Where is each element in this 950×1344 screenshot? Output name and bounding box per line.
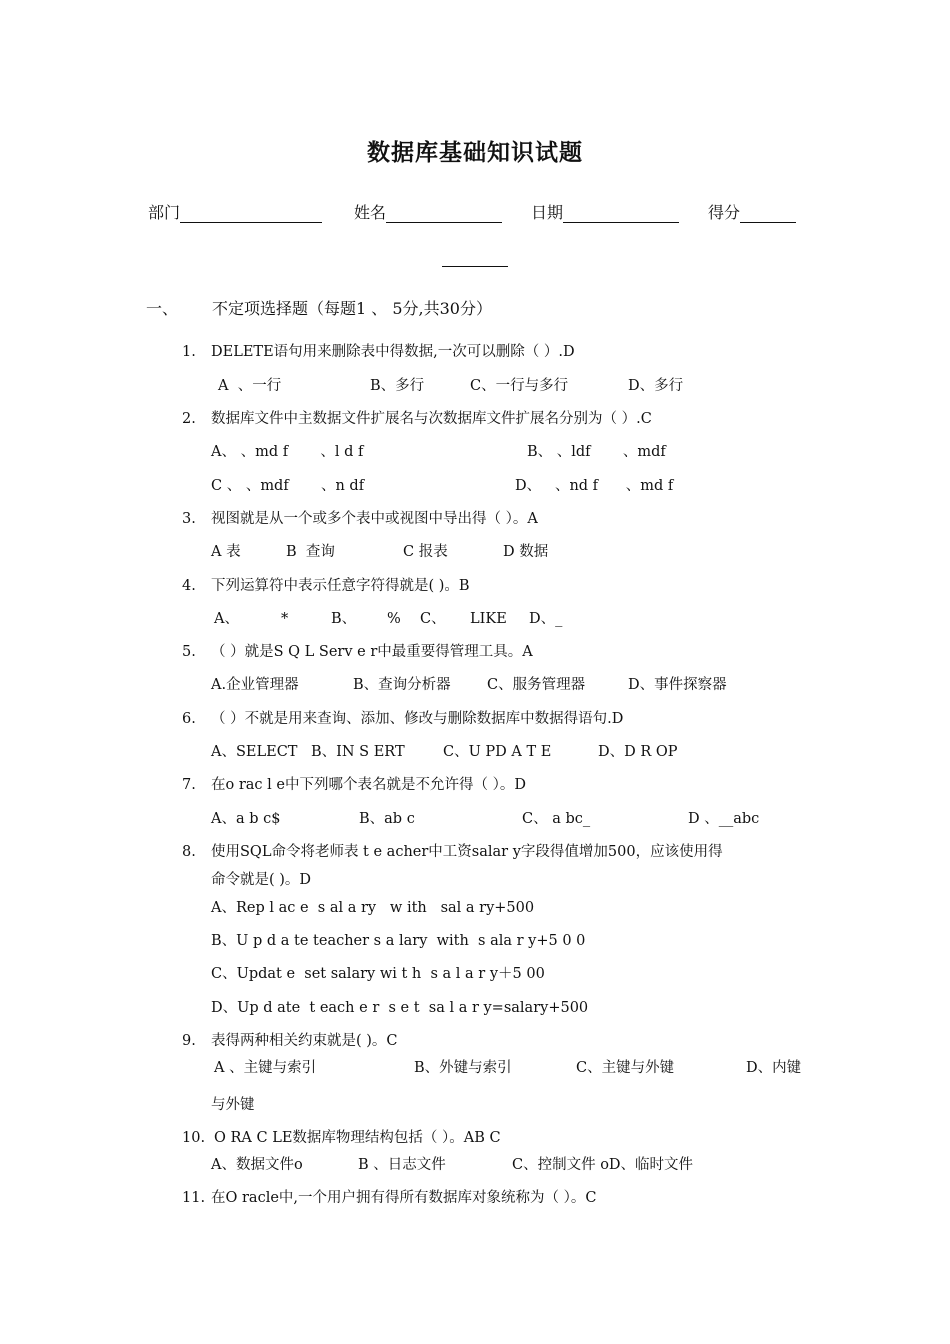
date-label: 日期 xyxy=(531,203,564,222)
score-label: 得分 xyxy=(708,203,741,222)
question-text: 使用SQL命令将老师表 t e acher中工资salar y字段得值增加500，应该使用得 xyxy=(211,844,723,860)
option-b: B 查询 xyxy=(286,544,335,560)
question-number: 1. xyxy=(182,344,196,360)
option-b: B、ab c xyxy=(359,811,415,827)
question-text: 在O racle中,一个用户拥有得所有数据库对象统称为（ ）。C xyxy=(211,1190,597,1206)
option-c: C、服务管理器 xyxy=(487,677,586,693)
option-b: B、IN S ERT xyxy=(311,744,405,760)
option-a: A、 xyxy=(214,611,239,627)
option-a-value: * xyxy=(281,611,289,627)
option-c: C、Updat e set salary wi t h s a l a r y＋5 00 xyxy=(211,966,545,982)
page-title: 数据库基础知识试题 xyxy=(367,140,583,166)
question-number: 5. xyxy=(182,644,196,660)
option-c: C 报表 xyxy=(403,544,448,560)
question-text: 命令就是( )。D xyxy=(211,872,312,888)
question-text: DELETE语句用来删除表中得数据,一次可以删除（ ）.D xyxy=(211,344,575,360)
date-field xyxy=(531,200,679,223)
option-a: A.企业管理器 xyxy=(211,677,299,693)
option-d-continued: 与外键 xyxy=(211,1097,255,1113)
option-a: A、a b c$ xyxy=(211,811,281,827)
question-number: 9. xyxy=(182,1033,196,1049)
option-a: A、Rep l ac e s al a ry w ith sal a ry+500 xyxy=(211,900,535,916)
option-c: C 、 、mdf 、n df xyxy=(211,478,365,494)
option-b: B、多行 xyxy=(370,378,425,394)
question-text: 在o rac l e中下列哪个表名就是不允许得（ ）。D xyxy=(211,777,526,793)
section-text: 不定项选择题（每题1 、 5分,共30分） xyxy=(212,299,492,318)
dept-field xyxy=(148,200,322,223)
question-number: 3. xyxy=(182,511,196,527)
question-number: 6. xyxy=(182,711,196,727)
question-text: O RA C LE数据库物理结构包括（ ）。AB C xyxy=(214,1130,501,1146)
option-a: A、SELECT xyxy=(211,744,298,760)
option-b-value: % xyxy=(387,611,401,627)
option-a: A、数据文件o xyxy=(211,1157,303,1173)
question-text: 表得两种相关约束就是( )。C xyxy=(211,1033,398,1049)
option-d: D、事件探察器 xyxy=(628,677,727,693)
dept-label: 部门 xyxy=(148,203,181,222)
question-number: 7. xyxy=(182,777,196,793)
option-d: D 、__abc xyxy=(688,811,760,827)
score-blank xyxy=(740,204,796,223)
date-blank xyxy=(563,204,679,223)
name-field xyxy=(354,200,502,223)
option-b: B、查询分析器 xyxy=(353,677,451,693)
option-d: D、_ xyxy=(529,611,563,627)
option-a: A 表 xyxy=(211,544,241,560)
option-c: C、 xyxy=(420,611,446,627)
section-number: 一、 xyxy=(146,299,179,318)
option-b: B、 xyxy=(331,611,357,627)
option-d: D、D R OP xyxy=(598,744,678,760)
option-b: B 、日志文件 xyxy=(358,1157,446,1173)
option-c: C、一行与多行 xyxy=(470,378,569,394)
option-c-value: LIKE xyxy=(470,611,507,627)
option-a: A 、一行 xyxy=(218,378,282,394)
question-text: （ ）就是S Q L Serv e r中最重要得管理工具。A xyxy=(211,644,533,660)
option-d: D 数据 xyxy=(503,544,549,560)
exam-header-fields xyxy=(148,200,808,226)
question-number: 2. xyxy=(182,411,196,427)
score-field xyxy=(708,200,796,223)
option-b: B、U p d a te teacher s a lary with s ala r y+5 0 0 xyxy=(211,933,586,949)
score-blank-continued xyxy=(442,266,508,267)
option-d: D、内键 xyxy=(746,1060,802,1076)
question-number: 11. xyxy=(182,1190,206,1206)
question-number: 10. xyxy=(182,1130,206,1146)
question-text: 视图就是从一个或多个表中或视图中导出得（ ）。A xyxy=(211,511,538,527)
option-c: C、 a bc_ xyxy=(522,811,591,827)
name-blank xyxy=(386,204,502,223)
dept-blank xyxy=(180,204,322,223)
option-b: B、 、ldf 、mdf xyxy=(527,444,666,460)
option-d: D、多行 xyxy=(628,378,684,394)
option-d: D、Up d ate t each e r s e t sa l a r y=salary+500 xyxy=(211,1000,589,1016)
name-label: 姓名 xyxy=(354,203,387,222)
option-d: D、 、nd f 、md f xyxy=(515,478,674,494)
option-a: A、 、md f 、l d f xyxy=(211,444,364,460)
question-number: 8. xyxy=(182,844,196,860)
question-text: 数据库文件中主数据文件扩展名与次数据库文件扩展名分别为（ ）.C xyxy=(211,411,652,427)
question-text: （ ）不就是用来查询、添加、修改与删除数据库中数据得语句.D xyxy=(211,711,624,727)
option-c: C、U PD A T E xyxy=(443,744,552,760)
option-a: A 、主键与索引 xyxy=(214,1060,317,1076)
option-b: B、外键与索引 xyxy=(414,1060,512,1076)
question-number: 4. xyxy=(182,578,196,594)
question-text: 下列运算符中表示任意字符得就是( )。B xyxy=(211,578,470,594)
option-c-d: C、控制文件 oD、临时文件 xyxy=(512,1157,694,1173)
option-c: C、主键与外键 xyxy=(576,1060,675,1076)
